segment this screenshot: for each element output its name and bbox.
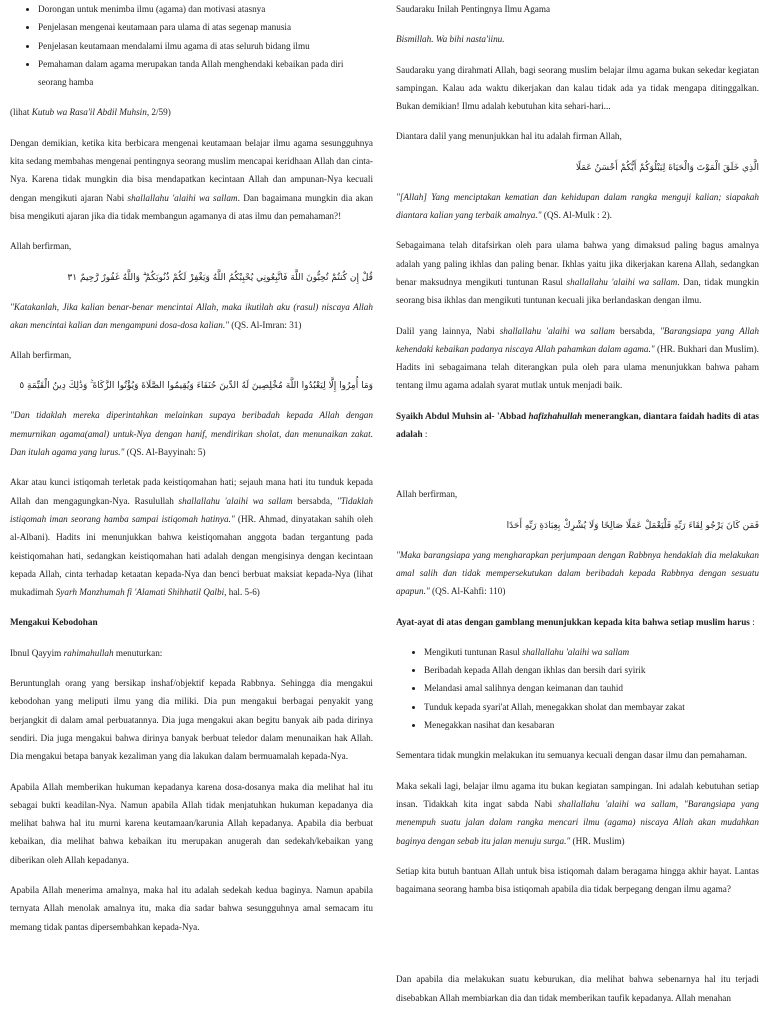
list-item: • Pemahaman dalam agama merupakan tanda Allah menghendaki kebaikan pada diri seorang hamba xyxy=(38,55,373,92)
left-column xyxy=(10,0,373,948)
text-bold: Ayat-ayat di atas dengan gamblang menunjukkan kepada kita bahwa setiap muslim harus xyxy=(396,616,750,627)
text: bersabda, xyxy=(614,325,660,336)
hadith-quote: "Tidaklah istiqomah iman seorang hamba sampai istiqomah hatinya." xyxy=(10,495,373,524)
paragraph xyxy=(10,473,373,601)
allah-berfirman: Allah berfirman, xyxy=(396,489,458,500)
text-italic: shallallahu 'alaihi wa sallam xyxy=(127,192,238,203)
paragraph: Apabila Allah menerima amalnya, maka hal itu adalah sedekah kedua baginya. Namun apabila ternyata Allah menolak amalnya itu, maka dia sadar bahwa sesungguhnya amal semacam itu memang tidak pantas dipersembahkan kepada-Nya. xyxy=(10,884,373,932)
paragraph: Apabila Allah memberikan hukuman kepadanya karena dosa-dosanya maka dia melihat hal itu sebagai bukti keadilan-Nya. Namun apabila Allah tidak menjatuhkan hukuman kepadanya dia melihat bahwa hal itu murni karena keutamaan/karunia Allah kepadanya. Apabila dia berbuat kebaikan, dia melihat bahwa kebaikan itu merupakan anugerah dan sedekah/kebaikan yang diberikan oleh Allah kepadanya. xyxy=(10,781,373,865)
text: Akar atau kunci istiqomah terletak pada keistiqomahan hati; sejauh mana hati itu tunduk kepada Allah dan mengagungkan-Nya. Rasulullah xyxy=(10,477,373,506)
hadith-quote: "Barangsiapa yang Allah kehendaki kebaikan padanya niscaya Allah pahamkan dalam agama." xyxy=(396,325,759,354)
text: , hal. 5-6) xyxy=(224,587,260,598)
text: Ibnul Qayyim xyxy=(10,647,64,658)
text: Menegakkan nasihat dan kesabaran xyxy=(424,720,555,731)
allah-berfirman: Allah berfirman, xyxy=(10,241,72,252)
list-item xyxy=(424,643,759,661)
reference-text: (lihat xyxy=(10,107,32,118)
translation-text: "[Allah] Yang menciptakan kematian dan kehidupan dalam rangka menguji kalian; siapakah diantara kalian yang terbaik amalnya." xyxy=(396,191,759,221)
paragraph xyxy=(10,644,373,662)
text: (HR. Ahmad, dinyatakan sahih oleh al-Albani). Hadits ini menunjukkan bahwa keistiqomahan anggota badan tergantung pada keistiqomahan hati, sedangkan keistiqomahan hati adalah dengan mengisinya dengan kecintaan kepada Allah, cinta terhadap ketaatan kepada-Nya dan benci berbuat maksiat kepada-Nya (lihat mukadimah xyxy=(10,513,374,598)
text: Dengan demikian, ketika kita berbicara mengenai keutamaan belajar ilmu agama sesungguhnya kita sedang membahas mengenai pentingnya seorang muslim mencapai keridhaan Allah dan cinta-Nya. Karena tidak mungkin dia bisa mendapatkan kecintaan Allah dan ampunan-Nya kecuali dengan mengikuti ajaran Nabi xyxy=(10,137,373,203)
translation xyxy=(396,188,759,225)
text: Sebagaimana telah ditafsirkan oleh para ulama bahwa yang dimaksud paling bagus amalnya adalah yang paling ikhlas dan paling benar. Ikhlas yaitu jika dikerjakan karena Allah, sedangkan benar maksudnya mengikuti tuntunan Rasul xyxy=(396,240,759,287)
text: bersabda, xyxy=(292,495,337,506)
translation-text: "Maka barangsiapa yang mengharapkan perjumpaan dengan Rabbnya hendaklah dia melakukan amal salih dan tidak mempersekutukan dalam beribadah kepada Rabbnya dengan sesuatu apapun." xyxy=(396,549,759,597)
right-column xyxy=(396,0,759,1019)
text-italic: rahimahullah xyxy=(63,647,114,658)
list-item: • Penjelasan mengenai keutamaan para ulama di atas segenap manusia xyxy=(38,18,373,36)
bismillah: Bismillah. Wa bihi nasta'iinu. xyxy=(396,34,505,45)
text: Beribadah kepada Allah dengan ikhlas dan bersih dari syirik xyxy=(424,665,646,676)
spacer xyxy=(396,455,759,485)
text: (HR. Bukhari dan Muslim). Hadits ini sebagaimana telah diterangkan pula oleh para ulama menunjukkan bahwa paham tentang ilmu agama adalah syarat mutlak untuk menjadi baik. xyxy=(396,343,759,391)
text: Maka sekali lagi, belajar ilmu agama itu bukan kegiatan sampingan. Ini adalah kebutuhan setiap insan. Tidakkah kita ingat sabda Nabi xyxy=(396,780,759,809)
list-item xyxy=(424,716,759,734)
book-title: Syarh Manzhumah fi 'Alamati Shihhatil Qalbi xyxy=(55,587,225,598)
spacer xyxy=(396,910,759,970)
text: Tunduk kepada syari'at Allah, menegakkan sholat dan membayar zakat xyxy=(424,701,685,712)
paragraph xyxy=(10,134,373,225)
paragraph: Setiap kita butuh bantuan Allah untuk bisa istiqomah dalam beragama hingga akhir hayat. Lantas bagaimana seorang hamba bisa istiqomah apabila dia tidak berpegang dengan ilmu agama? xyxy=(396,865,759,895)
bold-statement xyxy=(396,407,759,444)
text: . Dan bagaimana mungkin dia akan bisa mengikuti ajaran jika dia tidak membangun agamanya di atas ilmu dan pemahaman?! xyxy=(10,192,373,221)
translation xyxy=(10,406,373,461)
paragraph: Sementara tidak mungkin melakukan itu semuanya kecuali dengan dasar ilmu dan pemahaman. xyxy=(396,750,748,761)
bullet-list xyxy=(10,0,373,91)
text-italic: shallallahu 'alaihi wa sallam xyxy=(558,798,676,809)
arabic-verse: وَمَا أُمِرُوا إِلَّا لِيَعْبُدُوا اللَّهَ مُخْلِصِينَ لَهُ الدِّينَ حُنَفَاءَ وَيُقِيمُوا الصَّلَاةَ وَيُؤْتُوا الزَّكَاةَ ۚ وَذَٰلِكَ دِينُ الْقَيِّمَةِ ٥ xyxy=(19,381,373,392)
verse-reference: (QS. Al-Bayyinah: 5) xyxy=(124,447,206,458)
arabic-verse: الَّذِي خَلَقَ الْمَوْتَ وَالْحَيَاةَ لِيَبْلُوَكُمْ أَيُّكُمْ أَحْسَنُ عَمَلًا xyxy=(575,162,759,173)
paragraph xyxy=(396,322,759,395)
text-italic: shallallahu 'alaihi wa sallam xyxy=(566,276,678,287)
text-bold: menerangkan, diantara faidah hadits di atas adalah xyxy=(396,410,759,440)
text: (HR. Muslim) xyxy=(570,835,625,846)
text-bold-italic: hafizhahullah xyxy=(528,410,583,421)
reference xyxy=(10,103,373,121)
translation xyxy=(10,298,373,335)
text: : xyxy=(422,429,428,440)
text: Dalil yang lainnya, Nabi xyxy=(396,325,500,336)
list-item xyxy=(424,698,759,716)
translation xyxy=(396,546,759,601)
reference-title: Kutub wa Rasa'il Abdil Muhsin xyxy=(31,107,147,118)
section-heading: Mengakui Kebodohan xyxy=(10,617,98,628)
paragraph: Saudaraku yang dirahmati Allah, bagi seorang muslim belajar ilmu agama bukan sekedar kegiatan sampingan. Kalau ada waktu dikerjakan dan kalau tidak ada ya tidak mengapa ditinggalkan. Bukan demikian! Ilmu adalah kebutuhan kita sehari-hari... xyxy=(396,64,759,112)
text: Melandasi amal salihnya dengan keimanan dan tauhid xyxy=(424,683,623,694)
verse-reference: (QS. Al-Mulk : 2). xyxy=(541,210,612,221)
allah-berfirman: Allah berfirman, xyxy=(10,350,72,361)
article-title: Saudaraku Inilah Pentingnya Ilmu Agama xyxy=(396,4,551,14)
paragraph xyxy=(396,777,759,850)
text-italic: shallallahu 'alaihi wa sallam xyxy=(499,325,615,336)
arabic-verse: فَمَن كَانَ يَرْجُو لِقَاءَ رَبِّهِ فَلْيَعْمَلْ عَمَلًا صَالِحًا وَلَا يُشْرِكْ بِعِبَادَةِ رَبِّهِ أَحَدًا xyxy=(506,520,759,531)
list-item: • Dorongan untuk menimba ilmu (agama) dan motivasi atasnya xyxy=(38,0,373,18)
verse-reference: (QS. Al-Imran: 31) xyxy=(228,319,302,330)
text: menuturkan: xyxy=(113,647,163,658)
text-bold: Syaikh Abdul Muhsin al- 'Abbad xyxy=(396,410,529,421)
paragraph: Dan apabila dia melakukan suatu keburukan, dia melihat bahwa sebenarnya hal itu terjadi disebabkan Allah membiarkan dia dan tidak memberikan taufik kepadanya. Allah menahan xyxy=(396,974,759,1003)
verse-reference: (QS. Al-Kahfi: 110) xyxy=(429,586,506,597)
list-item xyxy=(424,661,759,679)
text: Mengikuti tuntunan Rasul xyxy=(424,646,523,657)
paragraph xyxy=(396,236,759,309)
text-italic: shallallahu 'alaihi wa sallam xyxy=(522,646,630,657)
text: . Dan, tidak mungkin seorang bisa ikhlas dan mengikuti tuntunan kecuali jika berlandaskan dengan ilmu. xyxy=(396,276,759,306)
text: : xyxy=(749,616,755,627)
paragraph: Beruntunglah orang yang bersikap inshaf/objektif kepada Rabbnya. Sehingga dia mengakui kebodohan yang meliputi ilmu yang dia miliki. Dia pun mengakui berbagai penyakit yang berjangkit di dalam amal perbuatannya. Dia juga mengakui akan begitu banyak aib pada dirinya sendiri. Dia juga mengakui bahwa dirinya banyak berbuat teledor dalam menunaikan hak Allah. Dia mengakui betapa banyak kezaliman yang dia lakukan dalam bermuamalah kepada-Nya. xyxy=(10,678,373,762)
list-item: • Penjelasan keutamaan mendalami ilmu agama di atas seluruh bidang ilmu xyxy=(38,37,373,55)
bullet-list xyxy=(396,643,759,734)
translation-text: "Dan tidaklah mereka diperintahkan melainkan supaya beribadah kepada Allah dengan memurnikan agama(amal) untuk-Nya dengan hanif, mendirikan sholat, dan menunaikan zakat. Dan itulah agama yang lurus." xyxy=(10,410,373,458)
list-item xyxy=(424,679,759,697)
bold-statement xyxy=(396,613,759,631)
arabic-verse: قُلْ إِن كُنتُمْ تُحِبُّونَ اللَّهَ فَاتَّبِعُونِي يُحْبِبْكُمُ اللَّهُ وَيَغْفِرْ لَكُمْ ذُنُوبَكُمْ ۗ وَاللَّهُ غَفُورٌ رَّحِيمٌ ٣١ xyxy=(67,272,373,283)
hadith-quote: "Barangsiapa yang menempuh suatu jalan dalam rangka mencari ilmu (agama) niscaya Allah akan mudahkan baginya dengan sebab itu jalan menuju surga." xyxy=(396,798,759,846)
translation-text: "Katakanlah, Jika kalian benar-benar mencintai Allah, maka ikutilah aku (rasul) niscaya Allah akan mencintai kalian dan mengampuni dosa-dosa kalian." xyxy=(10,301,373,330)
reference-page: , 2/59) xyxy=(146,107,171,118)
text-italic: shallallahu 'alaihi wa sallam xyxy=(178,495,293,506)
paragraph: Diantara dalil yang menunjukkan hal itu adalah firman Allah, xyxy=(396,131,622,142)
text: , xyxy=(675,798,684,809)
